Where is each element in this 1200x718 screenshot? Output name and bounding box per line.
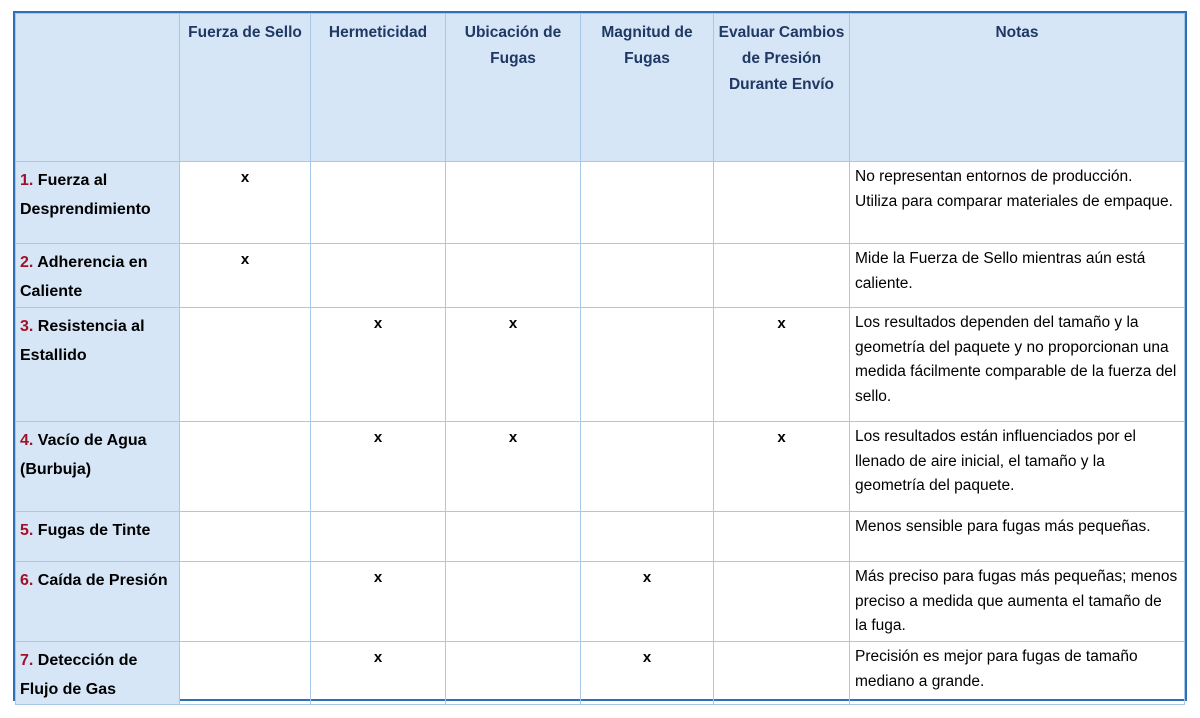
row-number: 2. [20,254,34,271]
row-number: 3. [20,318,34,335]
row-number: 4. [20,432,34,449]
mark-cell [714,562,850,642]
mark-cell [714,642,850,705]
header-ubicacion-de-fugas: Ubicación de Fugas [446,14,581,162]
row-name: Adherencia en Caliente [20,254,148,300]
mark-cell [714,512,850,562]
header-corner [16,14,180,162]
note-cell: Más preciso para fugas más pequeñas; menos preciso a medida que aumenta el tamaño de la fuga. [850,562,1185,642]
row-name: Fugas de Tinte [37,522,151,539]
header-notas: Notas [850,14,1185,162]
table-row [16,308,1185,422]
table-row [16,562,1185,642]
mark-cell [180,642,311,705]
row-name: Vacío de Agua (Burbuja) [20,432,147,478]
mark-cell: x [446,422,581,512]
mark-cell [180,562,311,642]
header-hermeticidad: Hermeticidad [311,14,446,162]
header-row [16,14,1185,162]
table-row [16,162,1185,244]
mark-cell [311,244,446,308]
mark-cell [446,562,581,642]
mark-cell: x [446,308,581,422]
mark-cell [180,308,311,422]
note-cell: Menos sensible para fugas más pequeñas. [850,512,1185,562]
row-label [16,512,180,562]
row-label [16,308,180,422]
mark-cell [581,512,714,562]
mark-cell [581,162,714,244]
note-cell: Precisión es mejor para fugas de tamaño mediano a grande. [850,642,1185,705]
mark-cell: x [581,562,714,642]
mark-cell [311,512,446,562]
mark-cell [446,244,581,308]
mark-cell: x [180,244,311,308]
mark-cell: x [311,562,446,642]
mark-cell [581,244,714,308]
row-number: 1. [20,172,34,189]
mark-cell [581,308,714,422]
row-name: Caída de Presión [37,572,168,589]
note-cell: Los resultados están influenciados por el llenado de aire inicial, el tamaño y la geometría del paquete. [850,422,1185,512]
comparison-table-frame [13,11,1187,701]
mark-cell [311,162,446,244]
table-row [16,422,1185,512]
mark-cell [446,162,581,244]
mark-cell: x [311,308,446,422]
row-name: Resistencia al Estallido [20,318,145,364]
header-magnitud-de-fugas: Magnitud de Fugas [581,14,714,162]
mark-cell [180,422,311,512]
row-label [16,162,180,244]
row-name: Detección de Flujo de Gas [20,652,138,698]
mark-cell: x [581,642,714,705]
row-label [16,642,180,705]
mark-cell: x [714,422,850,512]
mark-cell [581,422,714,512]
table-row [16,512,1185,562]
row-label [16,422,180,512]
mark-cell [446,512,581,562]
mark-cell: x [180,162,311,244]
row-name: Fuerza al Desprendimiento [20,172,151,218]
note-cell: Los resultados dependen del tamaño y la geometría del paquete y no proporcionan una medida fácilmente comparable de la fuerza del sello. [850,308,1185,422]
mark-cell [714,162,850,244]
mark-cell [180,512,311,562]
row-number: 5. [20,522,34,539]
header-evaluar-cambios: Evaluar Cambios de Presión Durante Envío [714,14,850,162]
table-row [16,642,1185,705]
mark-cell [714,244,850,308]
note-cell: Mide la Fuerza de Sello mientras aún está caliente. [850,244,1185,308]
mark-cell: x [311,422,446,512]
header-fuerza-de-sello: Fuerza de Sello [180,14,311,162]
row-number: 6. [20,572,34,589]
seal-test-comparison-table [15,13,1185,705]
row-label [16,244,180,308]
table-row [16,244,1185,308]
note-cell: No representan entornos de producción. Utiliza para comparar materiales de empaque. [850,162,1185,244]
mark-cell [446,642,581,705]
mark-cell: x [714,308,850,422]
row-label [16,562,180,642]
row-number: 7. [20,652,34,669]
mark-cell: x [311,642,446,705]
